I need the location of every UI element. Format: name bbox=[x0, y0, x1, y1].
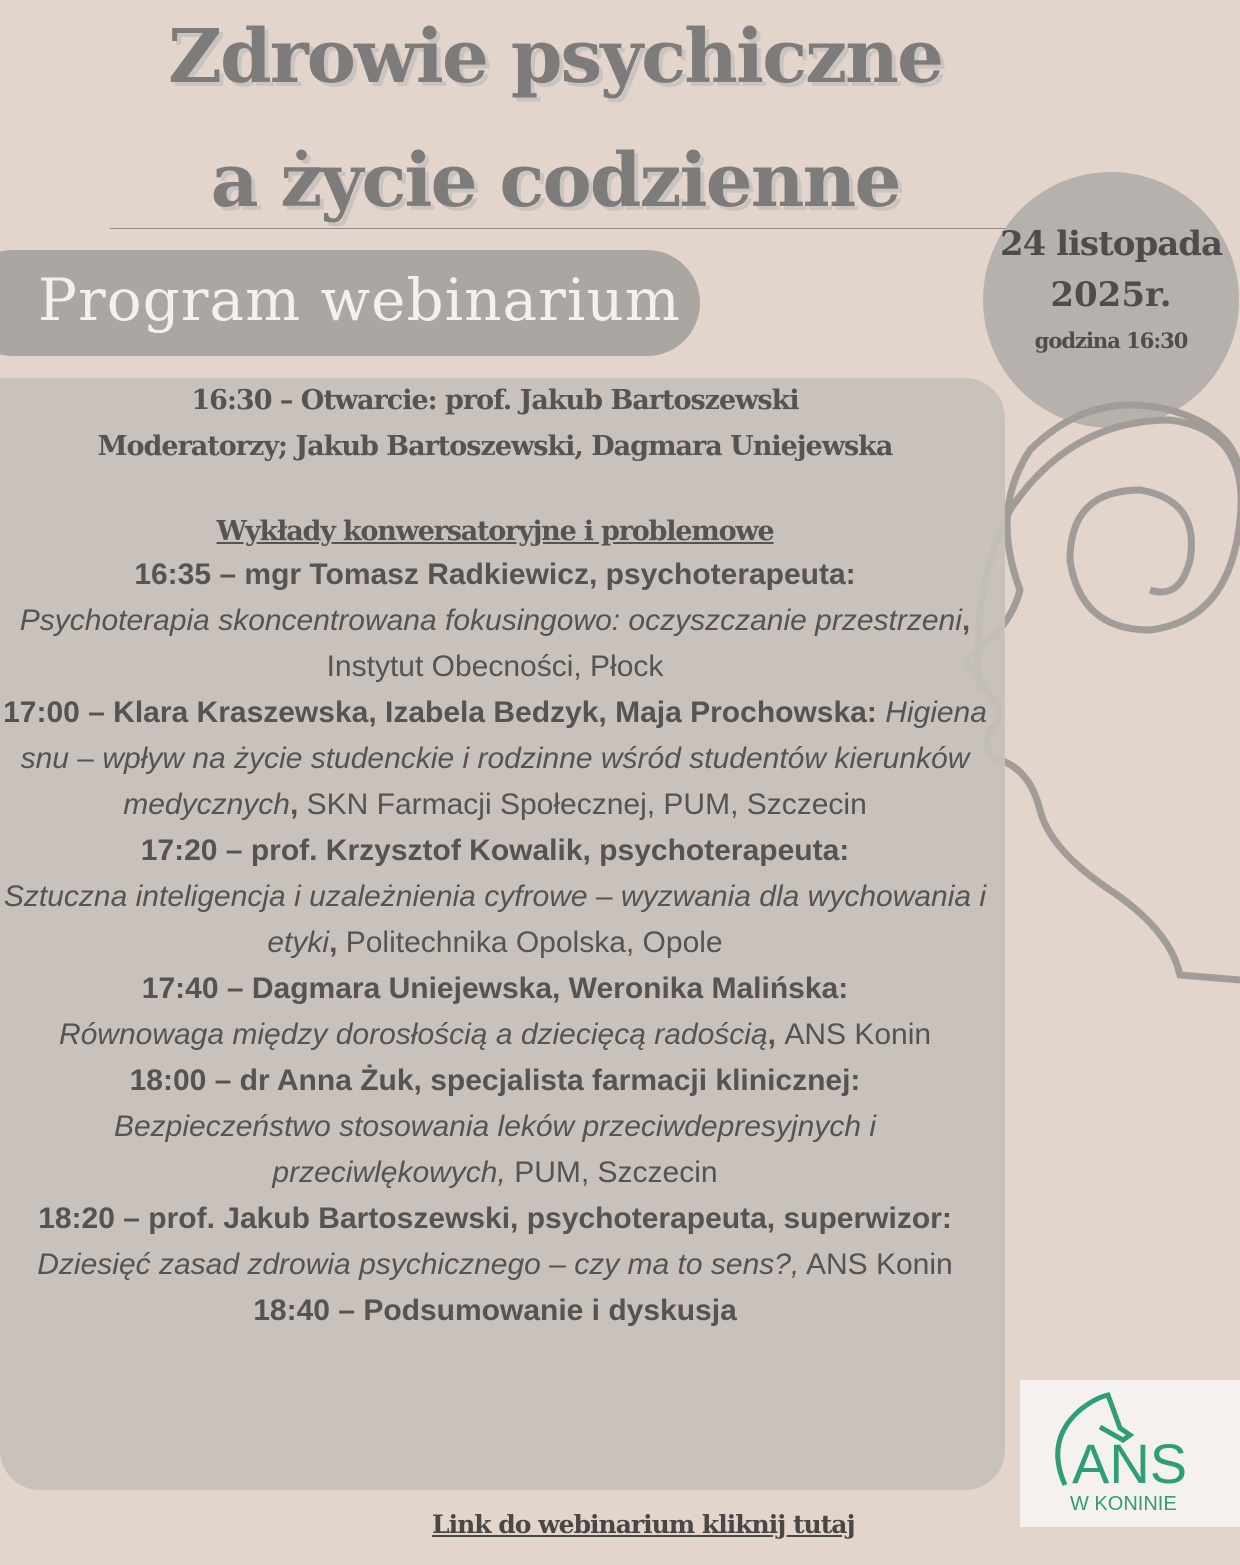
date-time: godzina 16:30 bbox=[1034, 328, 1188, 353]
affiliation: Politechnika Opolska, Opole bbox=[345, 926, 723, 959]
ans-logo bbox=[1020, 1380, 1240, 1527]
talk-title: Bezpieczeństwo stosowania leków przeciwdepresyjnych i przeciwlękowych, bbox=[113, 1110, 877, 1189]
program-heading: Program webinarium bbox=[38, 266, 681, 334]
moderators: Moderatorzy; Jakub Bartoszewski, Dagmara Uniejewska bbox=[97, 431, 893, 462]
program-content bbox=[0, 378, 990, 1334]
talk-title: Psychoterapia skoncentrowana fokusingowo: oczyszczanie przestrzeni bbox=[19, 604, 962, 637]
date-day: 24 listopada bbox=[999, 224, 1223, 264]
opening: 16:30 – Otwarcie: prof. Jakub Bartoszewski bbox=[191, 385, 799, 416]
horse-head-logo-icon bbox=[1020, 1380, 1240, 1527]
program-heading-pill bbox=[0, 250, 700, 356]
title-line-1: Zdrowie psychiczne bbox=[167, 14, 943, 100]
program-item bbox=[0, 1196, 990, 1288]
speaker: 18:00 – dr Anna Żuk, specjalista farmacji klinicznej: bbox=[129, 1064, 861, 1097]
affiliation: PUM, Szczecin bbox=[514, 1156, 718, 1189]
title-line-2: a życie codzienne bbox=[210, 138, 900, 224]
affiliation: Instytut Obecności, Płock bbox=[326, 650, 664, 683]
affiliation: SKN Farmacji Społecznej, PUM, Szczecin bbox=[306, 788, 867, 821]
program-item bbox=[0, 1288, 990, 1334]
date-year: 2025r. bbox=[1050, 275, 1172, 315]
talk-title: Sztuczna inteligencja i uzależnienia cyfrowe – wyzwania dla wychowania i etyki bbox=[3, 880, 987, 959]
speaker: 17:40 – Dagmara Uniejewska, Weronika Malińska: bbox=[141, 972, 849, 1005]
speaker: 17:00 – Klara Kraszewska, Izabela Bedzyk, Maja Prochowska: bbox=[3, 696, 877, 729]
logo-ans-text: ANS bbox=[1072, 1432, 1188, 1495]
program-item: 17:20 – prof. Krzysztof Kowalik, psychoterapeuta: Sztuczna inteligencja i uzależnienia cyfrowe – wyzwania dla wychowania i etyki, Politechnika Opolska, Opole bbox=[3, 834, 987, 959]
affiliation: ANS Konin bbox=[784, 1018, 932, 1051]
closing: 18:40 – Podsumowanie i dyskusja bbox=[253, 1294, 737, 1327]
talk-title: Higiena snu – wpływ na życie studenckie i rodzinne wśród studentów kierunków medycznych bbox=[20, 696, 987, 821]
program-item: 16:35 – mgr Tomasz Radkiewicz, psychoterapeuta: Psychoterapia skoncentrowana fokusingowo: oczyszczanie przestrzeni, Instytut Obecności, Płock bbox=[19, 558, 971, 683]
program-item: 17:00 – Klara Kraszewska, Izabela Bedzyk, Maja Prochowska: Higiena snu – wpływ na życie studenckie i rodzinne wśród studentów kierunków medycznych, SKN Farmacji Społecznej, PUM, Szczecin bbox=[3, 696, 987, 821]
speaker: 16:35 – mgr Tomasz Radkiewicz, psychoterapeuta: bbox=[134, 558, 856, 591]
talk-title: Dziesięć zasad zdrowia psychicznego – czy ma to sens?, bbox=[37, 1248, 800, 1281]
section-title: Wykłady konwersatoryjne i problemowe bbox=[216, 516, 774, 547]
program-item: 17:40 – Dagmara Uniejewska, Weronika Malińska: Równowaga między dorosłością a dziecięcą radością, ANS Konin bbox=[58, 972, 932, 1051]
logo-sub-text: W KONINIE bbox=[1070, 1493, 1177, 1515]
affiliation: ANS Konin bbox=[805, 1248, 953, 1281]
speaker: 17:20 – prof. Krzysztof Kowalik, psychoterapeuta: bbox=[140, 834, 850, 867]
webinar-link[interactable]: Link do webinarium kliknij tutaj bbox=[432, 1510, 855, 1539]
talk-title: Równowaga między dorosłością a dziecięcą radością bbox=[58, 1018, 768, 1051]
divider bbox=[110, 228, 1110, 229]
speaker: 18:20 – prof. Jakub Bartoszewski, psychoterapeuta, superwizor: bbox=[38, 1202, 952, 1235]
program-item bbox=[0, 1058, 990, 1196]
